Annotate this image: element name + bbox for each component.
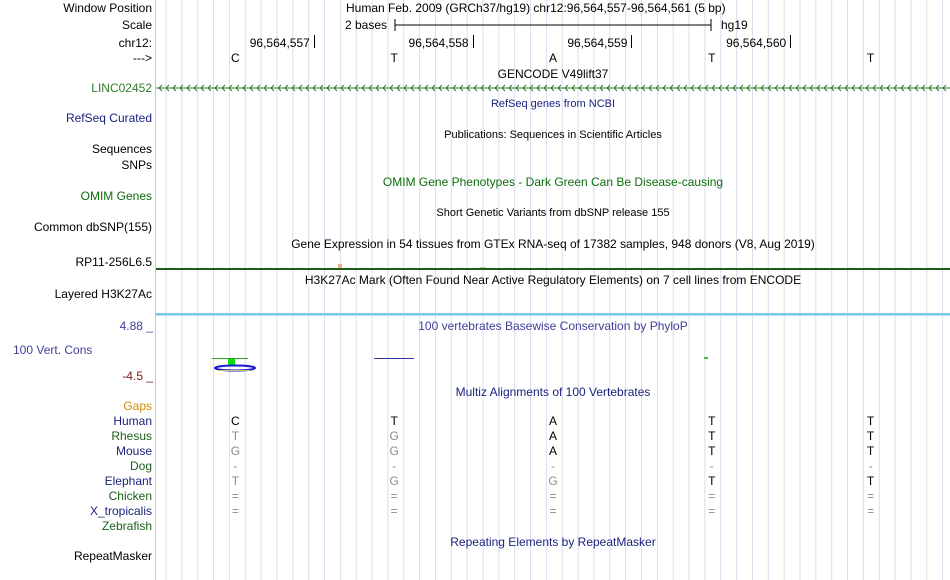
gtex-track-title: Gene Expression in 54 tissues from GTEx RNA-seq of 17382 samples, 948 donors (V8, Aug 2019)	[291, 237, 815, 251]
coordinate-label: 96,564,558	[408, 36, 469, 50]
species-label[interactable]: Dog	[129, 459, 152, 473]
gtex-expression-bar[interactable]	[156, 262, 950, 272]
alignment-base: T	[866, 429, 875, 443]
species-label[interactable]: Human	[113, 414, 152, 428]
gtex-track-label[interactable]: RP11-256L6.5	[75, 255, 152, 269]
alignment-base: A	[548, 414, 557, 428]
coordinate-tick	[314, 35, 315, 48]
phylop-signal[interactable]	[156, 352, 950, 376]
alignment-base: T	[866, 414, 875, 428]
alignment-base: T	[231, 474, 240, 488]
alignment-base: -	[233, 459, 238, 473]
h3k27ac-track-label[interactable]: Layered H3K27Ac	[54, 287, 152, 301]
alignment-base: G	[230, 444, 241, 458]
alignment-base: -	[868, 459, 873, 473]
alignment-base: T	[708, 474, 716, 488]
alignment-base: T	[231, 429, 240, 443]
phylop-track-label[interactable]: 100 Vert. Cons	[13, 343, 93, 357]
coordinate-label: 96,564,557	[249, 36, 310, 50]
reference-base: T	[390, 51, 398, 65]
gencode-gene-feature[interactable]	[156, 82, 950, 94]
phylop-min-label: -4.5 _	[122, 369, 153, 383]
reference-base: T	[866, 51, 875, 65]
gencode-track-title: GENCODE V49lift37	[497, 67, 609, 81]
refseq-track-label[interactable]: RefSeq Curated	[65, 111, 152, 125]
reference-base: A	[548, 51, 557, 65]
alignment-base: C	[231, 414, 240, 428]
scale-bar	[394, 17, 714, 33]
alignment-base: G	[389, 474, 399, 488]
phylop-max-label: 4.88 _	[119, 319, 153, 333]
repeatmasker-track-title: Repeating Elements by RepeatMasker	[450, 535, 656, 549]
coordinate-tick	[790, 35, 791, 48]
coordinate-label: 96,564,559	[567, 36, 628, 50]
species-label[interactable]: Elephant	[104, 474, 152, 488]
alignment-base: -	[551, 459, 555, 473]
alignment-base: =	[708, 489, 716, 503]
alignment-base: =	[549, 489, 557, 503]
alignment-base: -	[709, 459, 714, 473]
alignment-base: =	[231, 489, 239, 503]
strand-label: --->	[133, 51, 152, 65]
alignment-base: =	[867, 504, 875, 518]
species-label[interactable]: Zebrafish	[101, 519, 152, 533]
scale-text: 2 bases	[345, 18, 388, 32]
alignment-base: =	[549, 504, 557, 518]
multiz-track-title: Multiz Alignments of 100 Vertebrates	[455, 385, 651, 399]
alignment-base: =	[390, 504, 398, 518]
alignment-base: G	[389, 444, 399, 458]
coordinate-tick	[631, 35, 632, 48]
alignment-base: T	[390, 414, 398, 428]
chrom-label: chr12:	[118, 36, 152, 50]
snps-track-label[interactable]: SNPs	[121, 158, 152, 172]
h3k27ac-track-title: H3K27Ac Mark (Often Found Near Active Regulatory Elements) on 7 cell lines from ENCODE	[304, 273, 802, 287]
alignment-base: T	[708, 414, 716, 428]
alignment-base: =	[390, 489, 398, 503]
gencode-item-label[interactable]: LINC02452	[91, 81, 152, 95]
assembly-position: Human Feb. 2009 (GRCh37/hg19) chr12:96,564,557-96,564,561 (5 bp)	[346, 1, 726, 15]
alignment-base: T	[866, 444, 875, 458]
refseq-track-title: RefSeq genes from NCBI	[490, 98, 616, 110]
window-position-label: Window Position	[63, 1, 152, 15]
publications-track-title: Publications: Sequences in Scientific Articles	[444, 129, 662, 141]
alignment-base: G	[389, 429, 399, 443]
alignment-base: -	[392, 459, 397, 473]
alignment-base: A	[548, 444, 557, 458]
omim-track-label[interactable]: OMIM Genes	[80, 189, 152, 203]
alignment-base: =	[708, 504, 716, 518]
omim-track-title: OMIM Gene Phenotypes - Dark Green Can Be Disease-causing	[382, 175, 724, 189]
alignment-base: A	[548, 429, 557, 443]
species-label[interactable]: Mouse	[115, 444, 152, 458]
dbsnp-track-label[interactable]: Common dbSNP(155)	[33, 220, 152, 234]
alignment-base: T	[866, 474, 875, 488]
species-label[interactable]: Chicken	[108, 489, 152, 503]
scale-label: Scale	[121, 18, 152, 32]
publications-track-label[interactable]: Sequences	[91, 142, 152, 156]
alignment-base: T	[708, 429, 716, 443]
gaps-label: Gaps	[123, 399, 152, 413]
reference-base: T	[708, 51, 716, 65]
coordinate-tick	[473, 35, 474, 48]
repeatmasker-track-label[interactable]: RepeatMasker	[73, 549, 152, 563]
alignment-base: T	[708, 444, 716, 458]
reference-base: C	[231, 51, 240, 65]
dbsnp-track-title: Short Genetic Variants from dbSNP release 155	[436, 207, 670, 219]
alignment-base: =	[231, 504, 239, 518]
alignment-base: G	[548, 474, 558, 488]
db-label: hg19	[721, 18, 748, 32]
h3k27ac-signal[interactable]	[156, 312, 950, 318]
alignment-base: =	[867, 489, 875, 503]
phylop-track-title: 100 vertebrates Basewise Conservation by PhyloP	[418, 319, 688, 333]
coordinate-label: 96,564,560	[726, 36, 787, 50]
species-label[interactable]: X_tropicalis	[89, 504, 152, 518]
species-label[interactable]: Rhesus	[111, 429, 152, 443]
